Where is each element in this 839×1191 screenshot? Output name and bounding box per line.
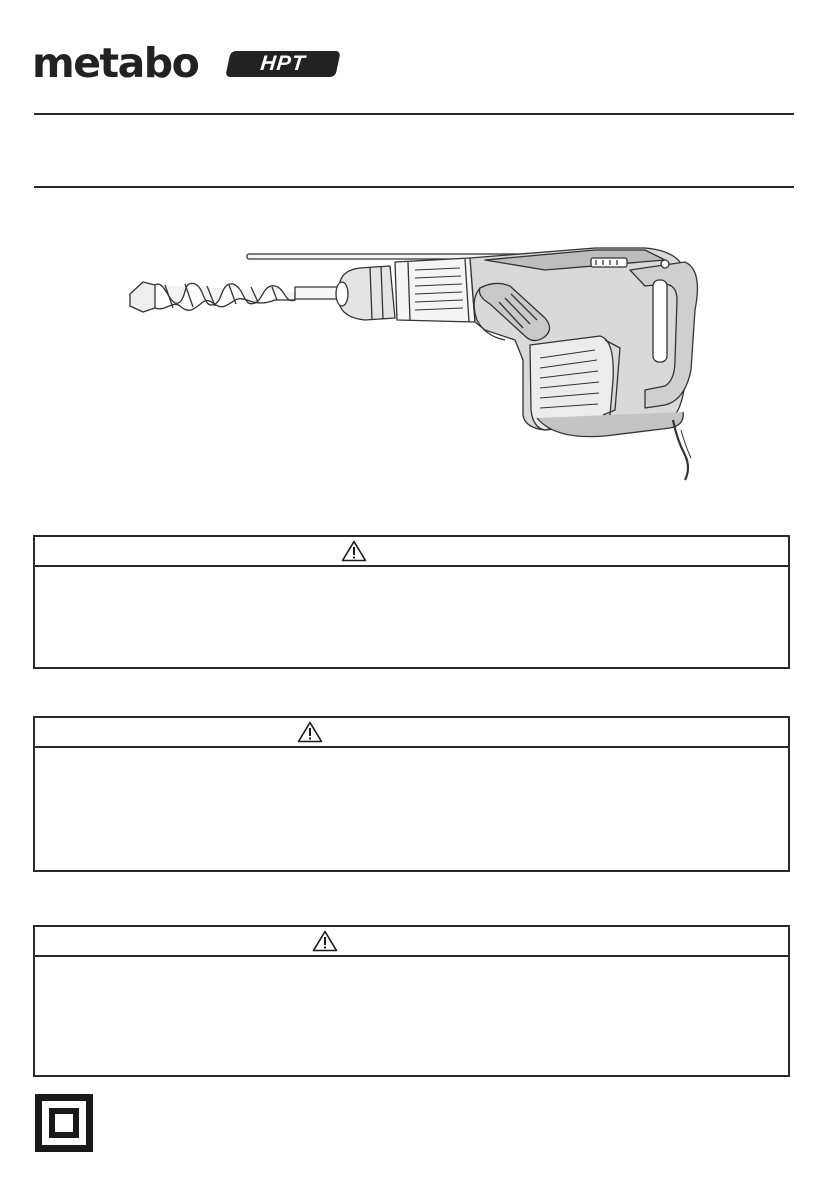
warning-triangle-icon — [297, 721, 323, 743]
warning-box-header — [35, 718, 788, 748]
brand-badge-label: HPT — [259, 52, 307, 75]
brand-logo — [32, 38, 322, 88]
warning-triangle-icon — [312, 930, 338, 952]
warning-box-2 — [33, 716, 790, 872]
brand-wordmark: metabo — [32, 39, 199, 87]
warning-box-header — [35, 927, 788, 957]
brand-badge — [225, 51, 341, 77]
double-insulation-icon — [35, 1094, 93, 1152]
warning-box-1 — [33, 535, 790, 669]
warning-box-3 — [33, 925, 790, 1077]
warning-box-header — [35, 537, 788, 567]
warning-triangle-icon — [341, 540, 367, 562]
rotary-hammer-illustration — [125, 240, 705, 485]
title-rule-top — [34, 113, 794, 115]
title-rule-bottom — [34, 186, 794, 188]
